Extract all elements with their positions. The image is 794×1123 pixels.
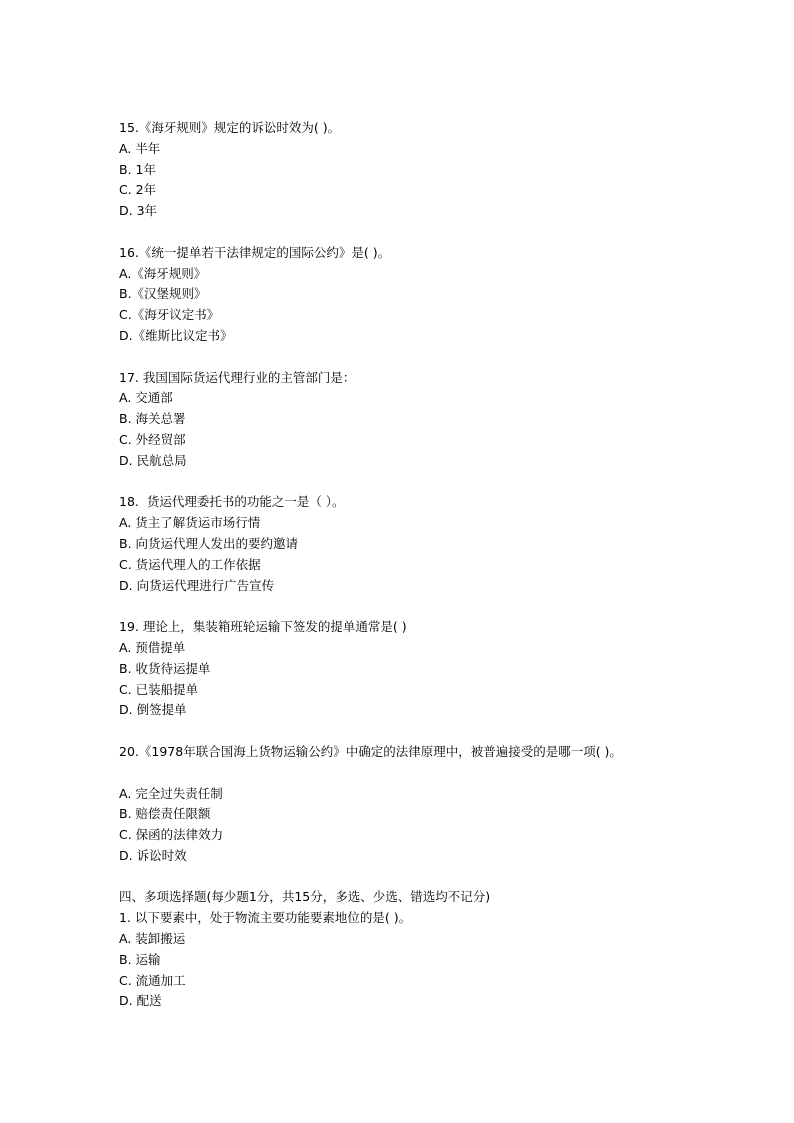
option-d: D. 3年	[119, 203, 158, 219]
option-d: D. 诉讼时效	[119, 847, 187, 863]
option-d: D. 向货运代理进行广告宣传	[119, 577, 275, 593]
option-a: A.《海牙规则》	[119, 265, 207, 281]
option-c: C. 保函的法律效力	[119, 827, 224, 843]
question-19	[119, 617, 739, 721]
option-a: A. 货主了解货运市场行情	[119, 515, 261, 531]
option-a: A. 交通部	[119, 390, 173, 406]
document-page	[119, 118, 739, 1012]
option-d: D.《维斯比议定书》	[119, 327, 233, 343]
option-c: C. 已装船提单	[119, 681, 199, 697]
option-c: C. 2年	[119, 182, 157, 198]
option-c: C.《海牙议定书》	[119, 307, 220, 323]
question-stem: 16.《统一提单若干法律规定的国际公约》是( )。	[119, 244, 391, 260]
spacer	[119, 347, 739, 368]
spacer	[119, 763, 739, 784]
question-stem: 19. 理论上，集装箱班轮运输下签发的提单通常是( )	[119, 619, 407, 635]
option-b: B. 赔偿责任限额	[119, 806, 211, 822]
spacer	[119, 596, 739, 617]
section-multiple-choice	[119, 887, 739, 1012]
option-a: A. 装卸搬运	[119, 931, 186, 947]
option-a: A. 预借提单	[119, 639, 186, 655]
option-a: A. 半年	[119, 140, 161, 156]
option-c: C. 外经贸部	[119, 431, 186, 447]
question-20	[119, 742, 739, 867]
spacer	[119, 721, 739, 742]
option-d: D. 倒签提单	[119, 702, 187, 718]
option-b: B. 1年	[119, 161, 156, 177]
option-d: D. 民航总局	[119, 452, 187, 468]
question-15	[119, 118, 739, 222]
option-b: B. 收货待运提单	[119, 660, 211, 676]
spacer	[119, 472, 739, 493]
question-stem: 17. 我国国际货运代理行业的主管部门是：	[119, 369, 356, 385]
question-16	[119, 243, 739, 347]
option-c: C. 流通加工	[119, 972, 186, 988]
question-stem: 15.《海牙规则》规定的诉讼时效为( )。	[119, 120, 341, 135]
option-b: B. 海关总署	[119, 411, 186, 427]
question-18	[119, 492, 739, 596]
question-stem: 20.《1978年联合国海上货物运输公约》中确定的法律原理中，被普遍接受的是哪一项( )。	[119, 743, 622, 759]
option-a: A. 完全过失责任制	[119, 785, 223, 801]
option-b: B. 运输	[119, 951, 161, 967]
question-17	[119, 368, 739, 472]
option-b: B.《汉堡规则》	[119, 286, 207, 302]
option-b: B. 向货运代理人发出的要约邀请	[119, 535, 299, 551]
question-stem: 1. 以下要素中，处于物流主要功能要素地位的是( )。	[119, 910, 412, 926]
question-stem: 18. 货运代理委托书的功能之一是（ ）。	[119, 494, 345, 510]
spacer	[119, 222, 739, 243]
option-d: D. 配送	[119, 993, 162, 1009]
spacer	[119, 867, 739, 888]
section-heading: 四、多项选择题(每少题1分，共15分，多选、少选、错选均不记分)	[119, 889, 491, 905]
option-c: C. 货运代理人的工作依据	[119, 556, 261, 572]
